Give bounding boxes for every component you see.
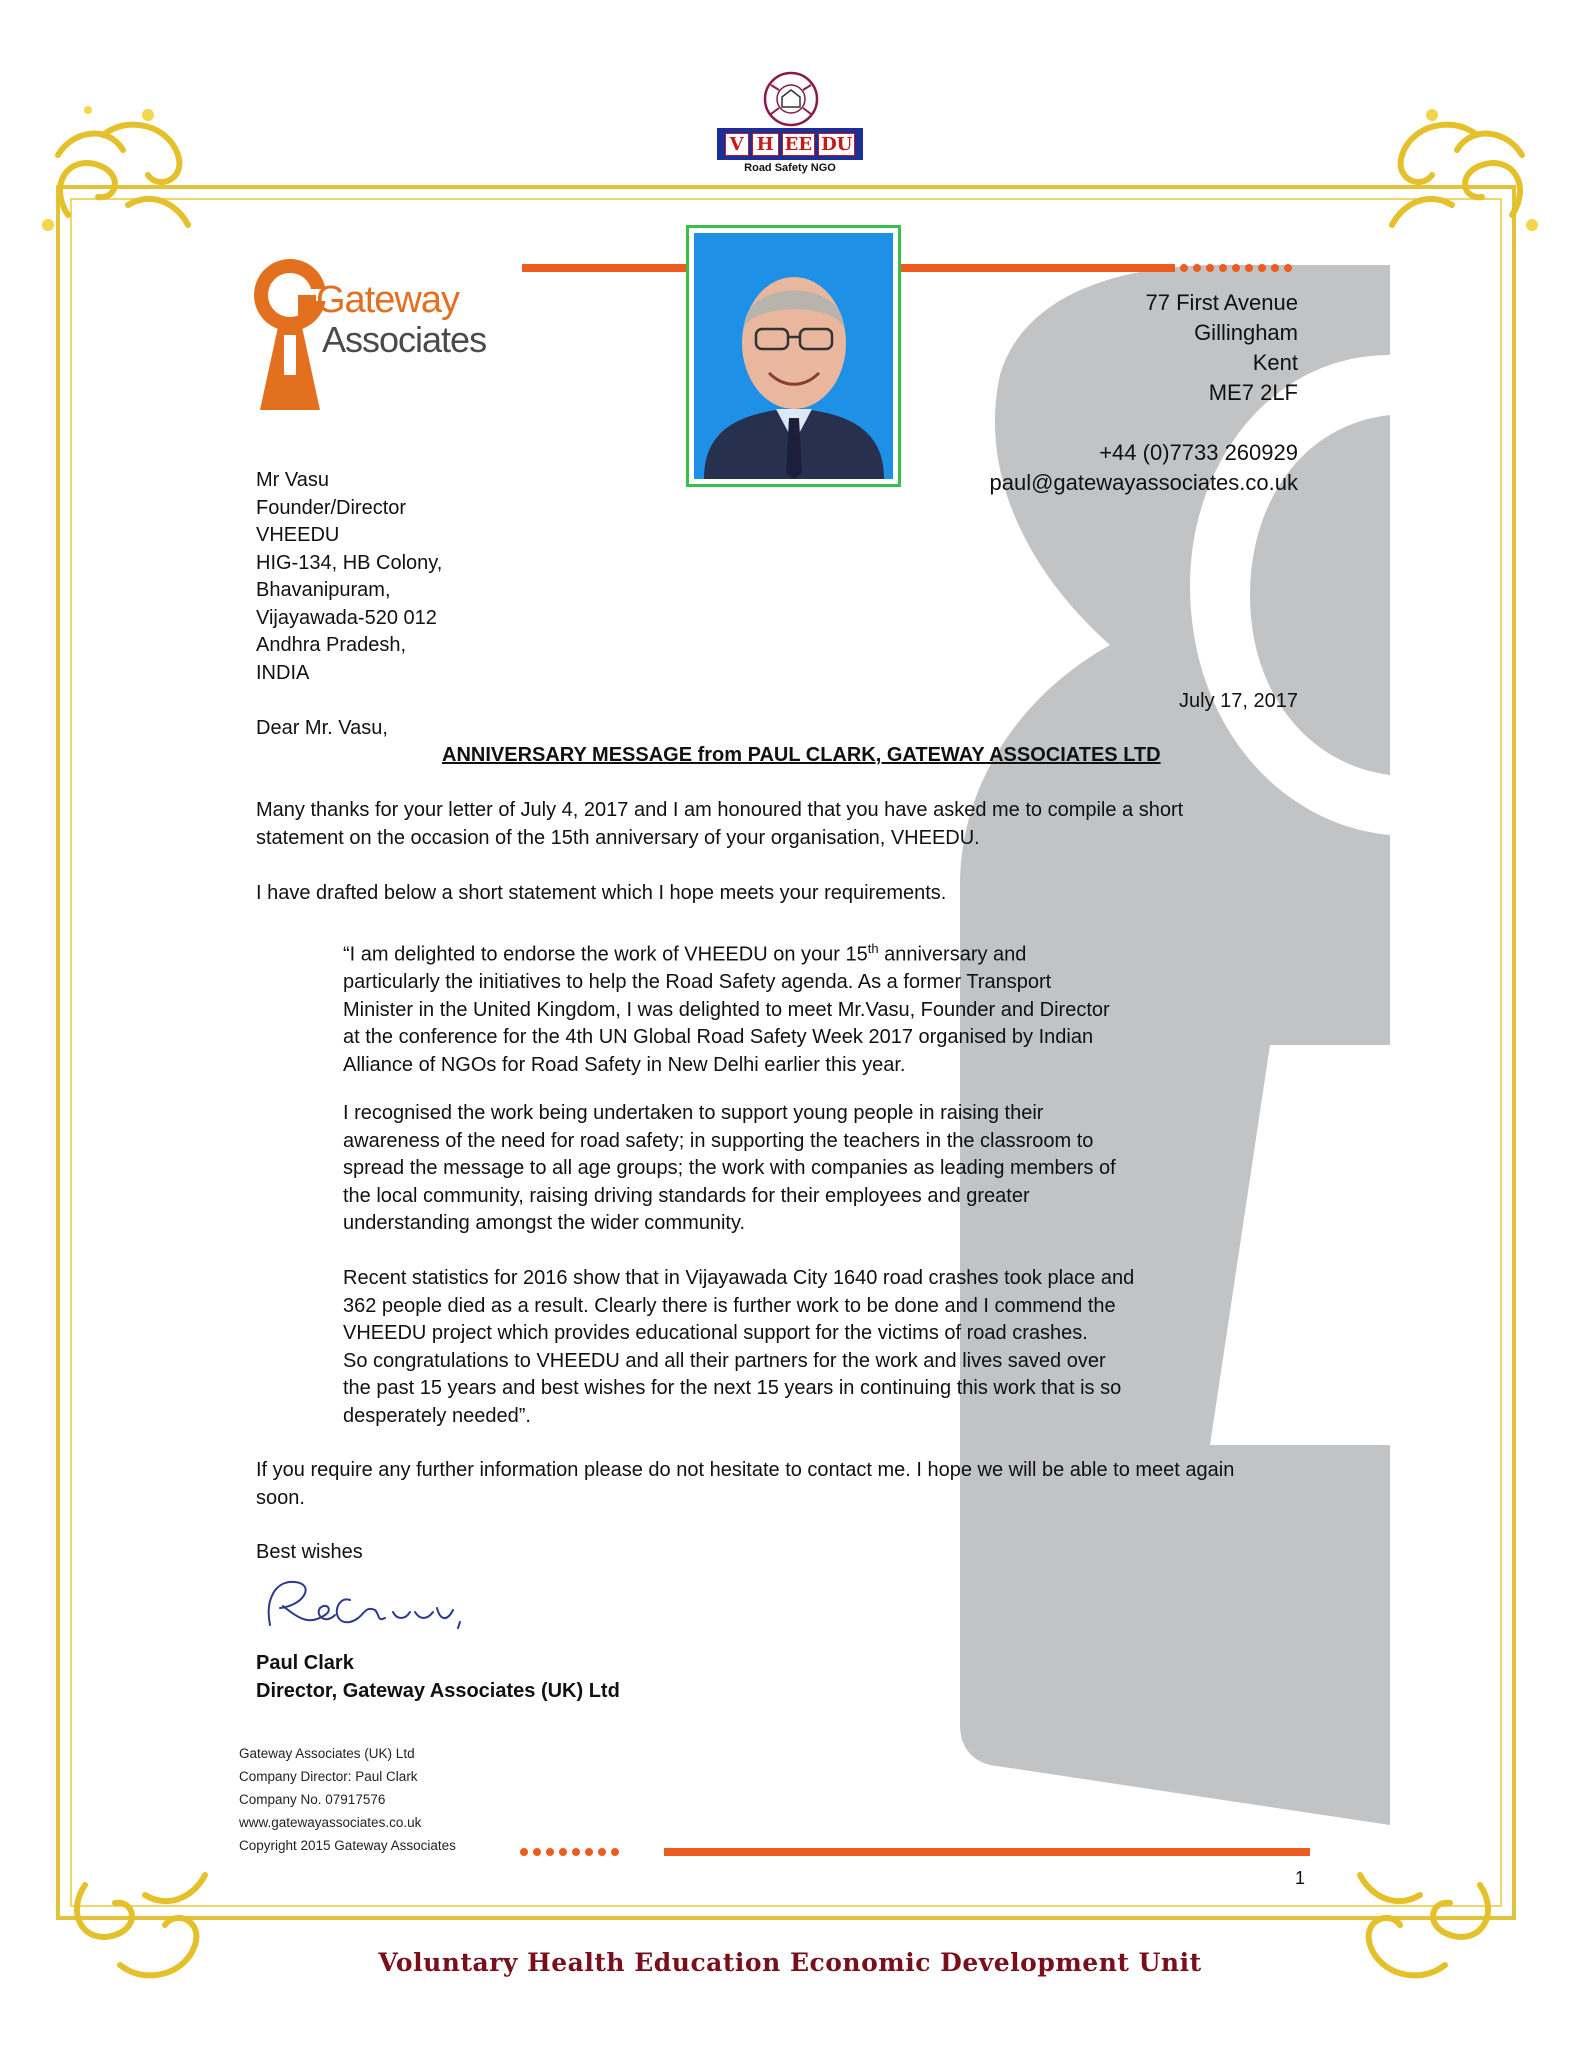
salutation: Dear Mr. Vasu, (256, 717, 388, 739)
signer-title: Director, Gateway Associates (UK) Ltd (256, 1679, 620, 1702)
footer-rule (664, 1848, 1310, 1856)
text-line: Alliance of NGOs for Road Safety in New Delhi earlier this year. (343, 1053, 906, 1076)
corner-ornament-top-right (1352, 95, 1552, 245)
text-line: So congratulations to VHEEDU and all their partners for the work and lives saved over (343, 1349, 1106, 1372)
recipient-line: Andhra Pradesh, (256, 634, 407, 656)
text-line: understanding amongst the wider community. (343, 1212, 746, 1234)
recipient-line: Bhavanipuram, (256, 579, 391, 601)
portrait-photo-frame (686, 225, 901, 487)
footer-line: Copyright 2015 Gateway Associates (239, 1838, 456, 1853)
recipient-line: VHEEDU (256, 524, 340, 546)
recipient-line: INDIA (256, 661, 310, 684)
portrait-photo (694, 233, 893, 479)
sender-address-block (989, 288, 1298, 498)
recipient-line: HIG-134, HB Colony, (256, 551, 443, 574)
text-line (343, 935, 1110, 969)
sender-address-line: 77 First Avenue (1145, 290, 1298, 315)
text-line: Recent statistics for 2016 show that in Vijayawada City 1640 road crashes took place and (343, 1267, 1135, 1289)
text-line: the local community, raising driving standards for their employees and greater (343, 1184, 1030, 1207)
text-line: VHEEDU project which provides educational support for the victims of road crashes. (343, 1322, 1088, 1344)
sender-address-line: ME7 2LF (1208, 380, 1298, 405)
recipient-line: Mr Vasu (256, 469, 329, 491)
header-rule-right (900, 264, 1175, 272)
vheedu-letter: E (784, 133, 799, 155)
sender-email[interactable]: paul@gatewayassociates.co.uk (989, 470, 1298, 495)
logo-text-gateway: Gateway (316, 279, 459, 321)
text-span: “I am delighted to endorse the work of VHEEDU on your 15 (343, 943, 868, 966)
sender-phone: +44 (0)7733 260929 (1099, 440, 1298, 465)
text-line: the past 15 years and best wishes for the next 15 years in continuing this work that is so (343, 1377, 1122, 1399)
text-line: If you require any further information please do not hesitate to contact me. I hope we will be able to meet again (256, 1459, 1235, 1481)
vheedu-letter-pair (782, 133, 815, 156)
header-dots (1180, 264, 1297, 272)
signer-block (256, 1650, 620, 1705)
text-line: Many thanks for your letter of July 4, 2017 and I am honoured that you have asked me to compile a short (256, 799, 1184, 821)
vheedu-letter: D (821, 133, 837, 155)
footer-line: Gateway Associates (UK) Ltd (239, 1746, 415, 1761)
ngo-full-name: Voluntary Health Education Economic Development Unit (378, 1948, 1202, 1977)
text-line: 362 people died as a result. Clearly there is further work to be done and I commend the (343, 1294, 1116, 1317)
quote-paragraph-3 (343, 1265, 1134, 1430)
footer-line: Company Director: Paul Clark (239, 1769, 418, 1784)
vheedu-emblem-icon (761, 70, 821, 128)
sign-off: Best wishes (256, 1541, 363, 1563)
sender-address-line: Gillingham (1194, 320, 1298, 345)
vheedu-letter: U (836, 133, 853, 155)
page-number: 1 (1295, 1868, 1306, 1888)
recipient-line: Founder/Director (256, 496, 407, 519)
quote-paragraph-1 (343, 935, 1110, 1079)
text-line: spread the message to all age groups; the work with companies as leading members of (343, 1157, 1116, 1179)
superscript: th (867, 941, 879, 956)
body-paragraph-1 (256, 797, 1183, 852)
closing-paragraph (256, 1457, 1234, 1512)
signer-name: Paul Clark (256, 1652, 354, 1674)
text-line: Minister in the United Kingdom, I was delighted to meet Mr.Vasu, Founder and Director (343, 998, 1110, 1021)
corner-ornament-bottom-right (1320, 1855, 1520, 2005)
text-span: anniversary and (878, 943, 1027, 966)
vheedu-letter: V (725, 133, 749, 156)
footer-website[interactable]: www.gatewayassociates.co.uk (239, 1815, 422, 1830)
corner-ornament-bottom-left (45, 1855, 245, 2005)
text-line: desperately needed”. (343, 1404, 531, 1427)
letter-subject: ANNIVERSARY MESSAGE from PAUL CLARK, GATEWAY ASSOCIATES LTD (442, 744, 1161, 766)
text-line: particularly the initiatives to help the Road Safety agenda. As a former Transport (343, 971, 1052, 994)
handwritten-signature (255, 1570, 475, 1640)
vheedu-letter: H (752, 133, 779, 156)
text-line: awareness of the need for road safety; in supporting the teachers in the classroom to (343, 1129, 1094, 1152)
vheedu-letter: E (798, 133, 813, 155)
quote-paragraph-2 (343, 1100, 1116, 1238)
corner-ornament-top-left (28, 95, 228, 245)
body-paragraph-2: I have drafted below a short statement which I hope meets your requirements. (256, 882, 947, 904)
footer-dots (520, 1848, 624, 1856)
text-line: soon. (256, 1486, 305, 1509)
text-line: I recognised the work being undertaken to support young people in raising their (343, 1102, 1044, 1124)
footer-line: Company No. 07917576 (239, 1792, 386, 1807)
vheedu-tagline: Road Safety NGO (744, 162, 836, 174)
company-footer (239, 1742, 456, 1857)
text-line: statement on the occasion of the 15th anniversary of your organisation, VHEEDU. (256, 826, 980, 849)
vheedu-letter-pair (818, 133, 855, 156)
gateway-associates-logo (250, 255, 520, 415)
header-rule-left (522, 264, 690, 272)
recipient-address-block (256, 467, 442, 687)
sender-address-line: Kent (1252, 350, 1298, 375)
recipient-line: Vijayawada-520 012 (256, 606, 437, 629)
letter-date: July 17, 2017 (1179, 690, 1298, 712)
logo-text-associates: Associates (322, 319, 487, 360)
vheedu-logo (717, 70, 863, 178)
text-line: at the conference for the 4th UN Global Road Safety Week 2017 organised by Indian (343, 1026, 1094, 1049)
vheedu-wordmark (717, 128, 863, 160)
